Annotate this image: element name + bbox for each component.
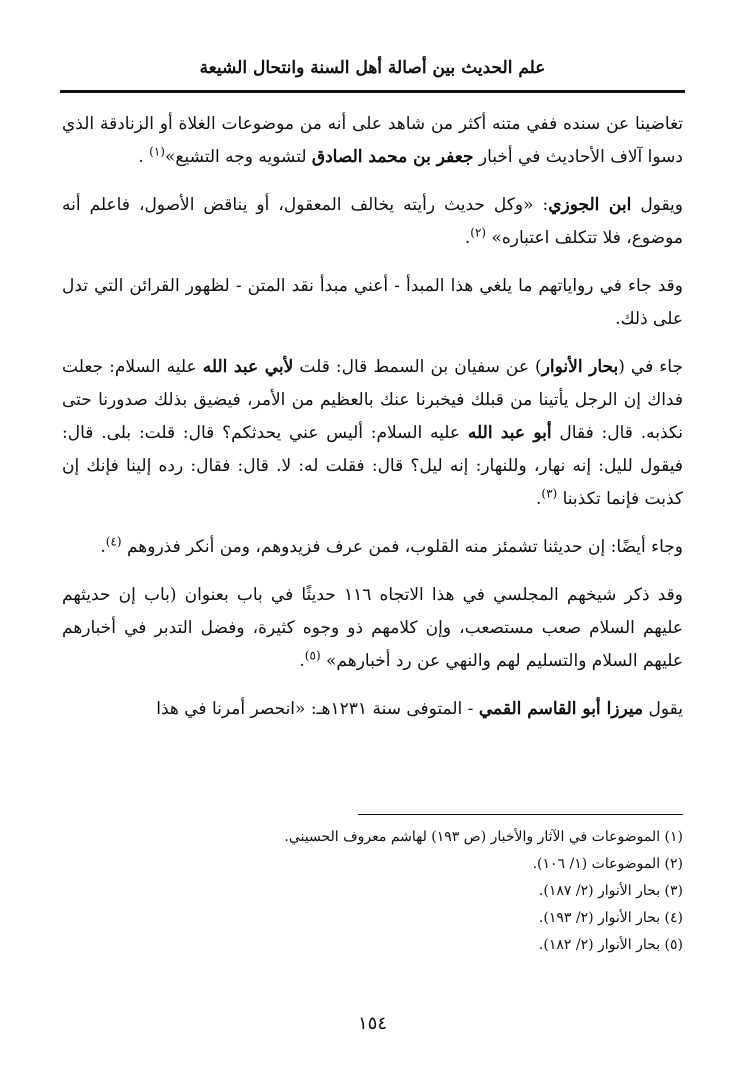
footnote-ref-5: (٥) [304, 648, 321, 663]
footnote-2: (٢) الموضوعات (١/ ١٠٦). [532, 856, 683, 872]
p4-text-c: عليه السلام: جعلت فداك إن الرجل يأتينا من قبلك فيخبرنا عنك بالعظيم من الأمر، فيضيق بذلك صدورنا حتى نكذبه. قال: فقال [62, 357, 683, 443]
paragraph-2 [62, 189, 683, 255]
paragraph-5 [62, 531, 683, 564]
p4-text-a: جاء في ( [618, 357, 683, 377]
p5-text: وجاء أيضًا: إن حديثنا تشمئز منه القلوب، فمن عرف فزيدوهم، ومن أنكر فذروهم [121, 537, 683, 557]
p4-text-b: ) عن سفيان بن السمط قال: قلت [293, 357, 542, 377]
paragraph-4 [62, 351, 683, 516]
p1-text-a: تغاضينا عن سنده ففي متنه أكثر من شاهد على أنه من موضوعات الغلاة أو الزنادقة الذي دسوا آلاف الأحاديث في أخبار [62, 114, 683, 167]
footnote-1: (١) الموضوعات في الآثار والأخبار (ص ١٩٣) لهاشم معروف الحسيني. [284, 829, 683, 845]
p1-end: . [138, 147, 150, 167]
paragraph-1 [62, 108, 683, 174]
p2-text-b: : «وكل حديث رأيته يخالف المعقول، أو يناقض الأصول، فاعلم أنه موضوع، فلا تتكلف اعتباره» [62, 195, 683, 248]
p7-name: ميرزا أبو القاسم القمي [478, 699, 644, 719]
p6-text: وقد ذكر شيخهم المجلسي في هذا الاتجاه ١١٦ حديثًا في باب بعنوان (باب إن حديثهم عليهم السلام صعب مستصعب، وإن كلامهم ذو وجوه كثيرة، وفضل التدبر في أخبارهم عليهم السلام والتسليم لهم والنهي عن رد أخبارهم» [62, 585, 683, 671]
p4-name-1: لأبي عبد الله [202, 357, 294, 377]
p4-name-2: أبو عبد الله [467, 423, 552, 443]
p7-text-a: يقول [643, 699, 683, 719]
footnote-ref-2: (٢) [470, 225, 487, 240]
footnote-4: (٤) بحار الأنوار (٢/ ١٩٣). [538, 910, 683, 926]
footnote-3: (٣) بحار الأنوار (٢/ ١٨٧). [538, 883, 683, 899]
p2-name: ابن الجوزي [548, 195, 632, 215]
p1-text-b: لتشويه وجه التشيع» [164, 147, 312, 167]
footnote-ref-4: (٤) [105, 534, 122, 549]
page-number: ١٥٤ [357, 1013, 387, 1034]
p4-end: . [535, 489, 542, 509]
p6-end: . [299, 651, 305, 671]
footnote-separator [358, 814, 683, 815]
footnote-5: (٥) بحار الأنوار (٢/ ١٨٢). [538, 937, 683, 953]
header-rule [60, 90, 685, 93]
footnote-ref-1: (١) [149, 144, 165, 159]
main-text [62, 108, 683, 741]
running-header-title: علم الحديث بين أصالة أهل السنة وانتحال الشيعة [199, 58, 546, 78]
p1-name: جعفر بن محمد الصادق [311, 147, 474, 167]
p3-text: وقد جاء في رواياتهم ما يلغي هذا المبدأ - أعني مبدأ نقد المتن - لظهور القرائن التي تدل على ذلك. [62, 276, 683, 329]
p4-book: بحار الأنوار [541, 357, 619, 377]
p5-end: . [100, 537, 106, 557]
footnote-ref-3: (٣) [541, 486, 558, 501]
p2-text-a: ويقول [631, 195, 683, 215]
paragraph-3 [62, 270, 683, 336]
p2-end: . [464, 228, 471, 248]
paragraph-7 [62, 693, 683, 726]
p7-text-b: - المتوفى سنة ١٢٣١هـ: «انحصر أمرنا في هذا [156, 699, 479, 719]
paragraph-6 [62, 579, 683, 678]
footnotes [62, 824, 683, 959]
p4-text-d: عليه السلام: أليس عني يحدثكم؟ قال: قلت: بلى. قال: فيقول لليل: إنه نهار، وللنهار: إنه ليل؟ قال: فقلت له: لا. قال: فقال: رده إلينا فإنك إن كذبت فإنما تكذبنا [62, 423, 683, 509]
